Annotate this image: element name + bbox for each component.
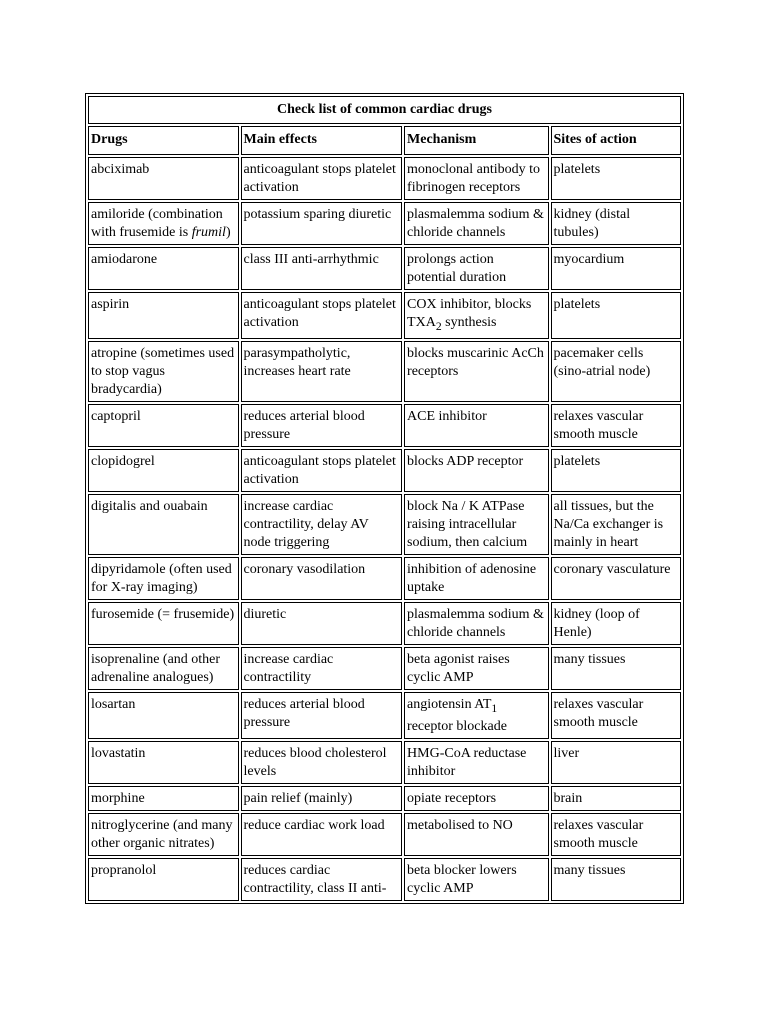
header-row (88, 126, 681, 155)
main-effects-cell: anticoagulant stops platelet activation (241, 157, 403, 200)
mechanism-cell: beta agonist raises cyclic AMP (404, 647, 548, 690)
drug-name-cell: amiodarone (88, 247, 239, 290)
drug-name-cell: aspirin (88, 292, 239, 339)
table-row (88, 292, 681, 339)
mechanism-cell: opiate receptors (404, 786, 548, 811)
drug-name-cell: morphine (88, 786, 239, 811)
title-row (88, 96, 681, 124)
mechanism-cell: inhibition of adenosine uptake (404, 557, 548, 600)
main-effects-cell: diuretic (241, 602, 403, 645)
main-effects-cell: reduces blood cholesterol levels (241, 741, 403, 784)
drug-name-cell: abciximab (88, 157, 239, 200)
column-header-sites-of-action: Sites of action (551, 126, 682, 155)
table-row (88, 341, 681, 402)
sites-of-action-cell: many tissues (551, 647, 682, 690)
mechanism-cell: block Na / K ATPase raising intracellular sodium, then calcium (404, 494, 548, 555)
table-row (88, 557, 681, 600)
sites-of-action-cell: relaxes vascular smooth muscle (551, 692, 682, 739)
column-header-mechanism: Mechanism (404, 126, 548, 155)
column-header-drugs: Drugs (88, 126, 239, 155)
sites-of-action-cell: platelets (551, 157, 682, 200)
table-row (88, 157, 681, 200)
sites-of-action-cell: platelets (551, 449, 682, 492)
drug-name-cell: atropine (sometimes used to stop vagus bradycardia) (88, 341, 239, 402)
mechanism-cell: ACE inhibitor (404, 404, 548, 447)
sites-of-action-cell: pacemaker cells (sino-atrial node) (551, 341, 682, 402)
drug-name-cell: furosemide (= frusemide) (88, 602, 239, 645)
mechanism-cell: blocks ADP receptor (404, 449, 548, 492)
table-row (88, 404, 681, 447)
table-row (88, 786, 681, 811)
sites-of-action-cell: kidney (loop of Henle) (551, 602, 682, 645)
mechanism-cell: monoclonal antibody to fibrinogen receptors (404, 157, 548, 200)
mechanism-cell: blocks muscarinic AcCh receptors (404, 341, 548, 402)
sites-of-action-cell: kidney (distal tubules) (551, 202, 682, 245)
main-effects-cell: increase cardiac contractility, delay AV node triggering (241, 494, 403, 555)
drug-name-cell: dipyridamole (often used for X-ray imaging) (88, 557, 239, 600)
drug-name-cell: captopril (88, 404, 239, 447)
mechanism-cell: COX inhibitor, blocks $TXA_2$ synthesis (404, 292, 548, 339)
main-effects-cell: pain relief (mainly) (241, 786, 403, 811)
main-effects-cell: reduces cardiac contractility, class II anti- (241, 858, 403, 901)
table-row (88, 202, 681, 245)
main-effects-cell: coronary vasodilation (241, 557, 403, 600)
drug-name-cell: clopidogrel (88, 449, 239, 492)
table-row (88, 247, 681, 290)
drug-name-cell: digitalis and ouabain (88, 494, 239, 555)
drug-name-cell: lovastatin (88, 741, 239, 784)
table-title: Check list of common cardiac drugs (88, 96, 681, 124)
sites-of-action-cell: coronary vasculature (551, 557, 682, 600)
table-row (88, 494, 681, 555)
main-effects-cell: reduce cardiac work load (241, 813, 403, 856)
table-row (88, 692, 681, 739)
column-header-main-effects: Main effects (241, 126, 403, 155)
table-row (88, 449, 681, 492)
main-effects-cell: increase cardiac contractility (241, 647, 403, 690)
main-effects-cell: class III anti-arrhythmic (241, 247, 403, 290)
main-effects-cell: parasympatholytic, increases heart rate (241, 341, 403, 402)
mechanism-cell: HMG-CoA reductase inhibitor (404, 741, 548, 784)
table-row (88, 858, 681, 901)
drug-name-cell: isoprenaline (and other adrenaline analogues) (88, 647, 239, 690)
mechanism-cell: metabolised to NO (404, 813, 548, 856)
main-effects-cell: anticoagulant stops platelet activation (241, 449, 403, 492)
table-row (88, 813, 681, 856)
sites-of-action-cell: relaxes vascular smooth muscle (551, 813, 682, 856)
sites-of-action-cell: myocardium (551, 247, 682, 290)
main-effects-cell: reduces arterial blood pressure (241, 404, 403, 447)
sites-of-action-cell: all tissues, but the Na/Ca exchanger is mainly in heart (551, 494, 682, 555)
sites-of-action-cell: liver (551, 741, 682, 784)
mechanism-cell: plasmalemma sodium & chloride channels (404, 202, 548, 245)
drug-name-cell: propranolol (88, 858, 239, 901)
main-effects-cell: potassium sparing diuretic (241, 202, 403, 245)
sites-of-action-cell: brain (551, 786, 682, 811)
drug-name-cell: losartan (88, 692, 239, 739)
mechanism-cell: plasmalemma sodium & chloride channels (404, 602, 548, 645)
sites-of-action-cell: platelets (551, 292, 682, 339)
table-row (88, 647, 681, 690)
mechanism-cell: beta blocker lowers cyclic AMP (404, 858, 548, 901)
table-row (88, 741, 681, 784)
table-row (88, 602, 681, 645)
drug-name-cell: nitroglycerine (and many other organic nitrates) (88, 813, 239, 856)
sites-of-action-cell: relaxes vascular smooth muscle (551, 404, 682, 447)
main-effects-cell: reduces arterial blood pressure (241, 692, 403, 739)
sites-of-action-cell: many tissues (551, 858, 682, 901)
table-body (88, 157, 681, 901)
main-effects-cell: anticoagulant stops platelet activation (241, 292, 403, 339)
mechanism-cell: angiotensin $AT_1$ receptor blockade (404, 692, 548, 739)
drug-checklist-table (85, 93, 684, 904)
drug-name-cell: amiloride (combination with frusemide is frumil) (88, 202, 239, 245)
mechanism-cell: prolongs action potential duration (404, 247, 548, 290)
